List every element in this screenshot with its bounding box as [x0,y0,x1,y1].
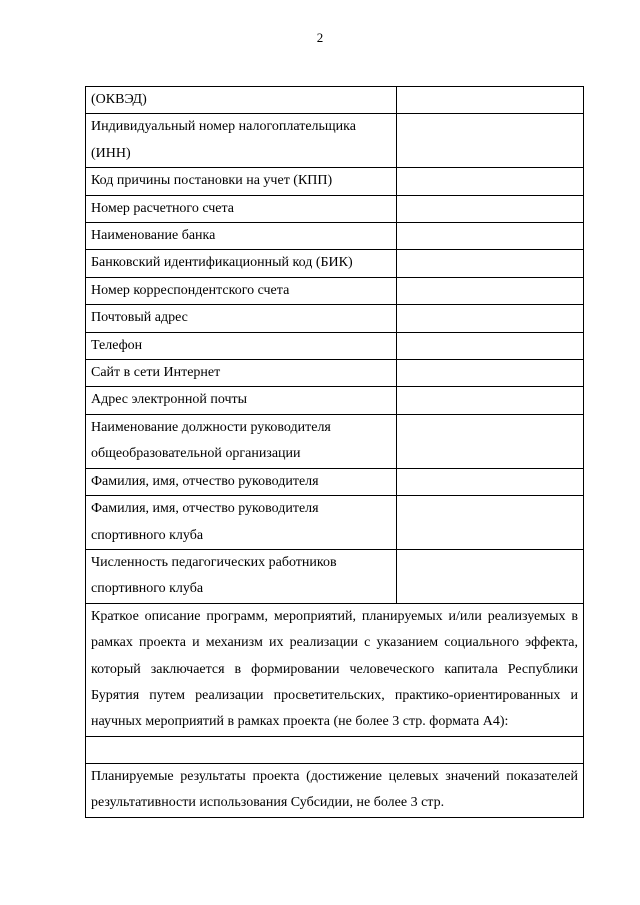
row-value-postal-address[interactable] [397,305,584,332]
description-block-label: Краткое описание программ, мероприятий, планируемых и/или реализуемых в рамках проекта и механизм их реализации с указанием социального эффекта, который заключается в формировании человеческого капитала Республики Бурятия путем реализации просветительских, практико-ориентированных и научных мероприятий в рамках проекта (не более 3 стр. формата А4): [86,603,584,736]
description-block-value[interactable] [86,736,584,763]
table-row [86,332,584,359]
row-value-kpp[interactable] [397,168,584,195]
row-label-head-name: Фамилия, имя, отчество руководителя [86,468,397,495]
row-value-website[interactable] [397,360,584,387]
table-row [86,736,584,763]
row-label-bank-name: Наименование банка [86,223,397,250]
table-row [86,168,584,195]
row-label-account-number: Номер расчетного счета [86,195,397,222]
row-value-phone[interactable] [397,332,584,359]
table-row [86,360,584,387]
table-row [86,114,584,168]
table-row [86,763,584,817]
table-row [86,468,584,495]
table-row [86,305,584,332]
table-row [86,250,584,277]
row-label-corr-account: Номер корреспондентского счета [86,277,397,304]
page-number: 2 [316,30,324,45]
row-value-staff-count[interactable] [397,549,584,603]
row-value-bik[interactable] [397,250,584,277]
row-label-inn: Индивидуальный номер налогоплательщика (ИНН) [86,114,397,168]
row-label-bik: Банковский идентификационный код (БИК) [86,250,397,277]
table-row [86,387,584,414]
row-value-head-name[interactable] [397,468,584,495]
table-row [86,414,584,468]
row-label-postal-address: Почтовый адрес [86,305,397,332]
row-label-email: Адрес электронной почты [86,387,397,414]
row-value-head-position[interactable] [397,414,584,468]
row-value-account-number[interactable] [397,195,584,222]
row-value-bank-name[interactable] [397,223,584,250]
row-label-staff-count: Численность педагогических работников спортивного клуба [86,549,397,603]
table-row [86,195,584,222]
row-label-club-head-name: Фамилия, имя, отчество руководителя спортивного клуба [86,496,397,550]
application-form-table [85,86,584,818]
row-label-kpp: Код причины постановки на учет (КПП) [86,168,397,195]
row-label-website: Сайт в сети Интернет [86,360,397,387]
row-value-club-head-name[interactable] [397,496,584,550]
table-row [86,223,584,250]
row-value-email[interactable] [397,387,584,414]
table-row [86,603,584,736]
table-row [86,549,584,603]
row-value-corr-account[interactable] [397,277,584,304]
table-row [86,496,584,550]
results-block-label: Планируемые результаты проекта (достижение целевых значений показателей результативности использования Субсидии, не более 3 стр. [86,763,584,817]
row-label-phone: Телефон [86,332,397,359]
row-value-inn[interactable] [397,114,584,168]
row-label-head-position: Наименование должности руководителя общеобразовательной организации [86,414,397,468]
table-row [86,277,584,304]
row-value-okved[interactable] [397,87,584,114]
table-row [86,87,584,114]
row-label-okved: (ОКВЭД) [86,87,397,114]
